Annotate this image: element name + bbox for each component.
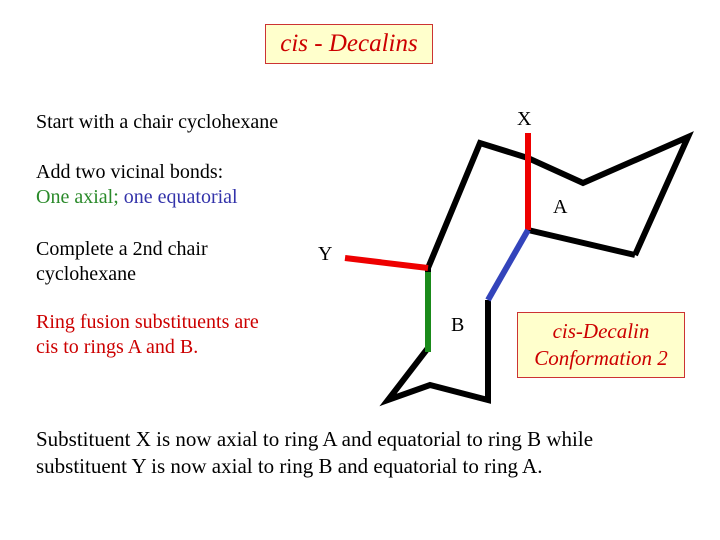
- step-3-line2: cyclohexane: [36, 263, 136, 285]
- conformation-line1: cis-Decalin: [552, 319, 650, 343]
- step-3-line1: Complete a 2nd chair: [36, 238, 208, 260]
- equatorial-text: one equatorial: [123, 186, 238, 208]
- conformation-line2: Conformation 2: [534, 346, 668, 370]
- step-4-line1: Ring fusion substituents are: [36, 311, 259, 333]
- conformation-label-box: [517, 312, 685, 378]
- ring-a-lower-bond: [528, 230, 635, 255]
- step-2-line1: Add two vicinal bonds:: [36, 161, 224, 183]
- ring-b-bonds: [388, 268, 488, 400]
- step-1-text: Start with a chair cyclohexane: [36, 111, 279, 133]
- axial-text: One axial;: [36, 186, 119, 208]
- label-ring-b: B: [451, 314, 465, 336]
- y-equatorial-bond: [345, 258, 428, 268]
- summary-text: [36, 426, 696, 480]
- page-title: cis - Decalins: [265, 24, 433, 64]
- ring-fusion-bond: [488, 230, 528, 300]
- label-ring-a: A: [553, 196, 568, 218]
- summary-line2: substituent Y is now axial to ring B and equatorial to ring A.: [36, 454, 543, 478]
- step-4-line2: cis to rings A and B.: [36, 336, 199, 358]
- label-x: X: [517, 108, 532, 130]
- summary-line1: Substituent X is now axial to ring A and equatorial to ring B while: [36, 427, 594, 451]
- label-y: Y: [318, 243, 333, 265]
